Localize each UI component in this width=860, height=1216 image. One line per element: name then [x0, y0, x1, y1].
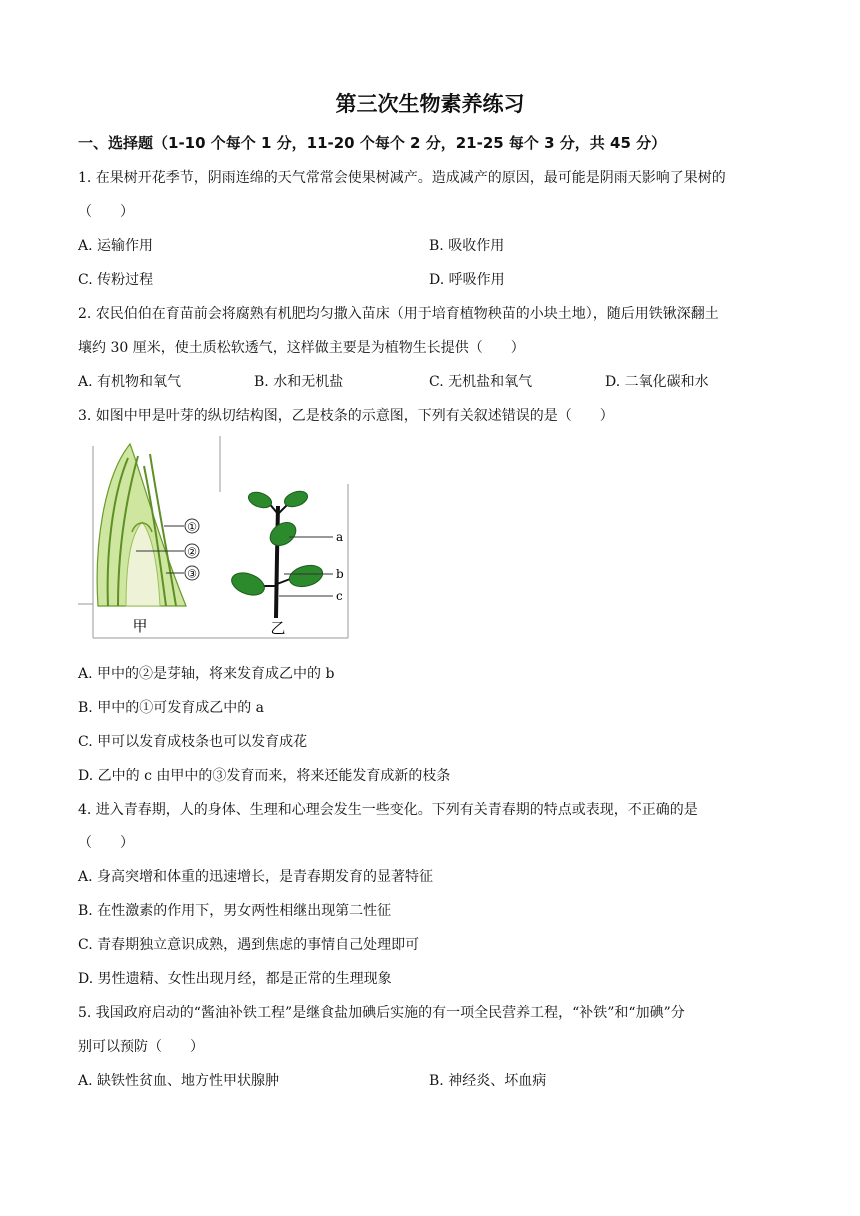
q4-option-a: A. 身高突增和体重的迅速增长，是青春期发育的显著特征: [78, 869, 434, 885]
q2-option-c: C. 无机盐和氧气: [429, 374, 533, 390]
q5-option-a: A. 缺铁性贫血、地方性甲状腺肿: [78, 1073, 280, 1089]
question-3-stem: 3. 如图中甲是叶芽的纵切结构图，乙是枝条的示意图，下列有关叙述错误的是（ ）: [78, 408, 614, 424]
question-2-stem-line2: 壤约 30 厘米，使土质松软透气，这样做主要是为植物生长提供（ ）: [78, 340, 525, 356]
question-4-stem: 4. 进入青春期，人的身体、生理和心理会发生一些变化。下列有关青春期的特点或表现，不正确的是: [78, 802, 698, 818]
question-5-stem-line1: 5. 我国政府启动的“酱油补铁工程”是继食盐加碘后实施的有一项全民营养工程，“补铁”和“加碘”分: [78, 1005, 685, 1021]
branch-label-a: a: [336, 530, 344, 544]
q2-option-d: D. 二氧化碳和水: [605, 374, 709, 390]
branch-drawing: [229, 488, 333, 618]
question-4-blank: （ ）: [78, 835, 134, 851]
q4-option-b: B. 在性激素的作用下，男女两性相继出现第二性征: [78, 903, 392, 919]
bud-and-branch-figure: [78, 436, 350, 640]
q4-option-d: D. 男性遗精、女性出现月经，都是正常的生理现象: [78, 971, 392, 987]
q1-option-d: D. 呼吸作用: [429, 272, 505, 288]
q1-option-c: C. 传粉过程: [78, 272, 154, 288]
bud-label-3: ③: [187, 567, 197, 581]
q3-option-a: A. 甲中的②是芽轴，将来发育成乙中的 b: [78, 666, 335, 682]
q1-option-b: B. 吸收作用: [429, 238, 505, 254]
q2-option-a: A. 有机物和氧气: [78, 374, 182, 390]
q2-option-b: B. 水和无机盐: [254, 374, 344, 390]
q5-option-b: B. 神经炎、坏血病: [429, 1073, 547, 1089]
figure-yi-caption: 乙: [270, 619, 286, 637]
bud-label-2: ②: [187, 545, 197, 559]
branch-label-b: b: [336, 567, 344, 581]
leaf-bud-section-drawing: [97, 444, 199, 606]
question-2-stem-line1: 2. 农民伯伯在育苗前会将腐熟有机肥均匀撒入苗床（用于培育植物秧苗的小块土地），随后用铁锹深翻土: [78, 306, 719, 322]
figure-jia-caption: 甲: [132, 617, 148, 635]
page-title: 第三次生物素养练习: [335, 92, 525, 116]
question-1-stem: 1. 在果树开花季节，阴雨连绵的天气常常会使果树减产。造成减产的原因，最可能是阴雨天影响了果树的: [78, 170, 726, 186]
section-heading: 一、选择题（1-10 个每个 1 分，11-20 个每个 2 分，21-25 每个 3 分，共 45 分）: [78, 134, 667, 152]
question-5-stem-line2: 别可以预防（ ）: [78, 1039, 204, 1055]
q4-option-c: C. 青春期独立意识成熟，遇到焦虑的事情自己处理即可: [78, 937, 420, 953]
q3-option-b: B. 甲中的①可发育成乙中的 a: [78, 700, 264, 716]
question-1-blank: （ ）: [78, 204, 134, 220]
q3-option-d: D. 乙中的 c 由甲中的③发育而来，将来还能发育成新的枝条: [78, 768, 451, 784]
bud-label-1: ①: [187, 520, 197, 534]
branch-label-c: c: [336, 589, 343, 603]
q3-option-c: C. 甲可以发育成枝条也可以发育成花: [78, 734, 308, 750]
q1-option-a: A. 运输作用: [78, 238, 154, 254]
